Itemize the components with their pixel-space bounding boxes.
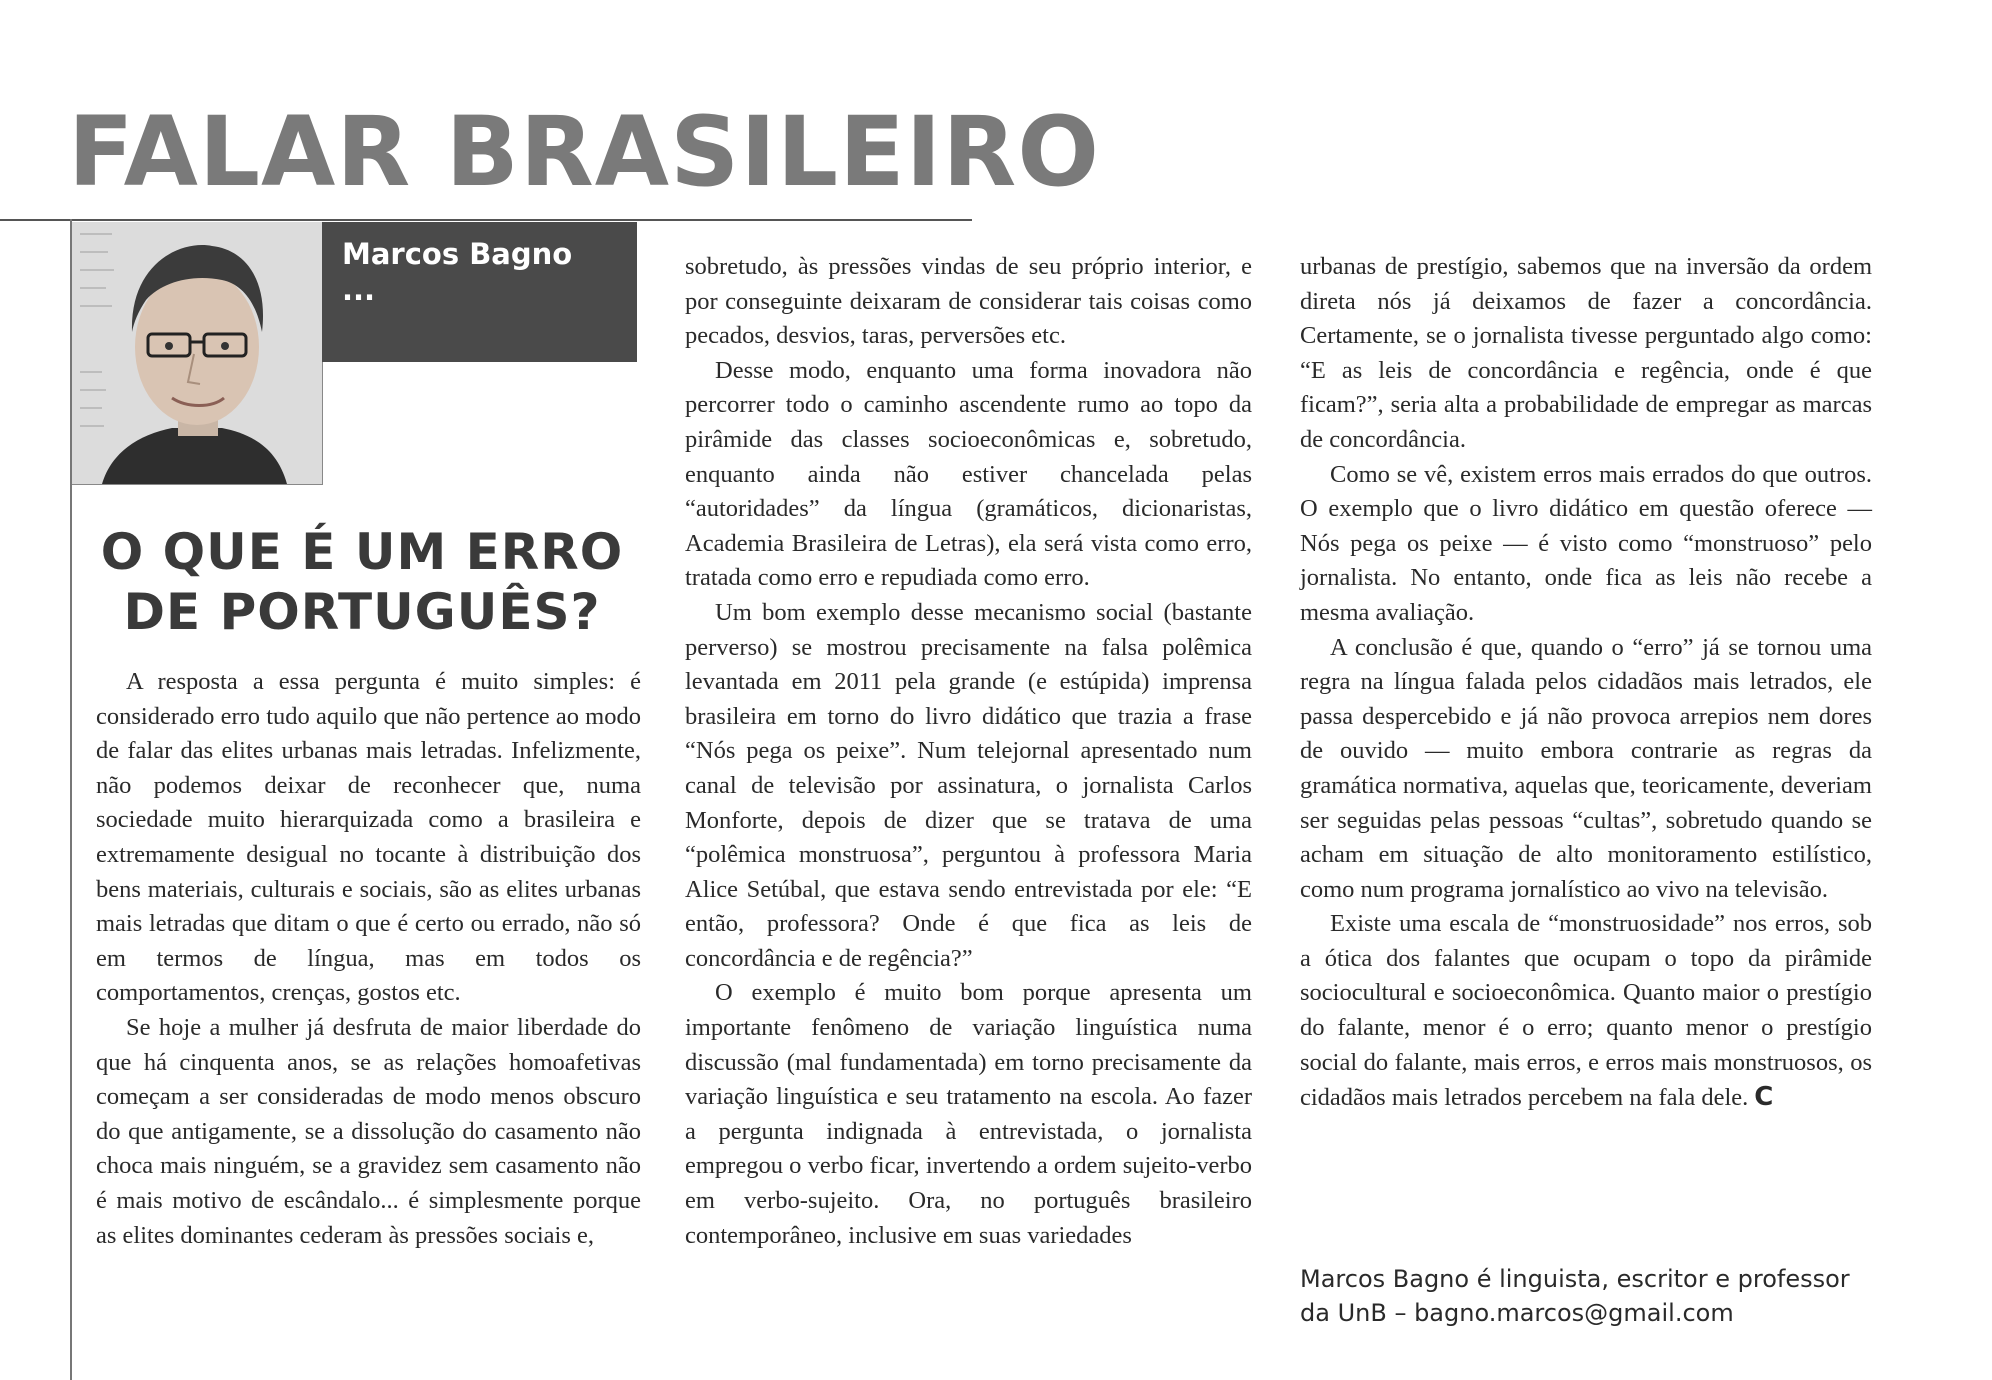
headline-line-2: DE PORTUGUÊS? — [123, 583, 601, 641]
author-extra: ... — [342, 273, 376, 307]
paragraph-text: Existe uma escala de “monstruosidade” nos erros, sob a ótica dos falantes que ocupam o topo da pirâmide sociocultural e socioeconômica. Quanto maior o prestígio do falante, menor é o erro; quanto menor o prestígio social do falante, mais erros, e erros mais monstruosos, os cidadãos mais letrados percebem na fala dele. — [1300, 910, 1872, 1112]
paragraph: sobretudo, às pressões vindas de seu próprio interior, e por conseguinte deixaram de considerar tais coisas como pecados, desvios, taras, perversões etc. — [685, 253, 1252, 350]
paragraph: A conclusão é que, quando o “erro” já se tornou uma regra na língua falada pelos cidadãos mais letrados, ele passa despercebido e já não provoca arrepios nem dores de ouvido — muito embora contrarie as regras da gramática normativa, aquelas que, teoricamente, deveriam ser seguidas pelas pessoas “cultas”, sobretudo quando se acham em situação de alto monitoramento estilístico, como num programa jornalístico ao vivo na televisão. — [1300, 633, 1872, 903]
paragraph: Desse modo, enquanto uma forma inovadora não percorrer todo o caminho ascendente rumo ao topo da pirâmide das classes socioeconômicas e, sobretudo, enquanto ainda não estiver chancelada pelas “autoridades” da língua (gramáticos, dicionaristas, Academia Brasileira de Letras), ela será vista como erro, tratada como erro e repudiada como erro. — [685, 356, 1252, 592]
bio-line-2: da UnB – bagno.marcos@gmail.com — [1300, 1299, 1734, 1327]
article-headline — [72, 522, 652, 642]
author-photo — [72, 222, 323, 485]
paragraph: O exemplo é muito bom porque apresenta um importante fenômeno de variação linguística numa discussão (mal fundamentada) em torno precisamente da variação linguística e seu tratamento na escola. Ao fazer a pergunta indignada à entrevistada, o jornalista empregou o verbo ficar, invertendo a ordem sujeito-verbo em verbo-sujeito. Ora, no português brasileiro contemporâneo, inclusive em suas variedades — [685, 979, 1252, 1249]
end-mark-icon: C — [1754, 1082, 1774, 1113]
text-column-2 — [685, 250, 1252, 1253]
text-column-3 — [1300, 250, 1872, 1116]
paragraph: Se hoje a mulher já desfruta de maior liberdade do que há cinquenta anos, se as relações homoafetivas começam a ser consideradas de modo menos obscuro do que antigamente, se a dissolução do casamento não choca mais ninguém, se a gravidez sem casamento não é mais motivo de escândalo... é simplesmente porque as elites dominantes cederam às pressões sociais e, — [96, 1013, 641, 1249]
author-bio — [1300, 1262, 1900, 1330]
section-title: FALAR BRASILEIRO — [68, 96, 1100, 208]
paragraph: urbanas de prestígio, sabemos que na inversão da ordem direta nós já deixamos de fazer a concordância. Certamente, se o jornalista tivesse perguntado algo como: “E as leis de concordância e regência, onde é que ficam?”, seria alta a probabilidade de empregar as marcas de concordância. — [1300, 253, 1872, 453]
author-name: Marcos Bagno — [342, 237, 573, 271]
author-box — [322, 222, 637, 362]
bio-line-1: Marcos Bagno é linguista, escritor e professor — [1300, 1265, 1850, 1293]
paragraph: Um bom exemplo desse mecanismo social (bastante perverso) se mostrou precisamente na falsa polêmica levantada em 2011 pela grande (e estúpida) imprensa brasileira em torno do livro didático que trazia a frase “Nós pega os peixe”. Num telejornal apresentado num canal de televisão por assinatura, o jornalista Carlos Monforte, depois de dizer que se tratava de uma “polêmica monstruosa”, perguntou à professora Maria Alice Setúbal, que estava sendo entrevistada por ele: “E então, professora? Onde é que fica as leis de concordância e de regência?” — [685, 598, 1252, 972]
title-rule — [0, 219, 972, 221]
paragraph-last — [1300, 907, 1872, 1116]
headline-line-1: O QUE É UM ERRO — [100, 523, 624, 581]
paragraph: A resposta a essa pergunta é muito simples: é considerado erro tudo aquilo que não pertence ao modo de falar das elites urbanas mais letradas. Infelizmente, não podemos deixar de reconhecer que, numa sociedade muito hierarquizada como a brasileira e extremamente desigual no tocante à distribuição dos bens materiais, culturais e sociais, são as elites urbanas mais letradas que ditam o que é certo ou errado, não só em termos de língua, mas em todos os comportamentos, crenças, gostos etc. — [96, 668, 641, 1007]
paragraph: Como se vê, existem erros mais errados do que outros. O exemplo que o livro didático em questão oferece — Nós pega os peixe — é visto como “monstruoso” pelo jornalista. No entanto, onde fica as leis não recebe a mesma avaliação. — [1300, 460, 1872, 626]
text-column-1 — [96, 665, 641, 1253]
